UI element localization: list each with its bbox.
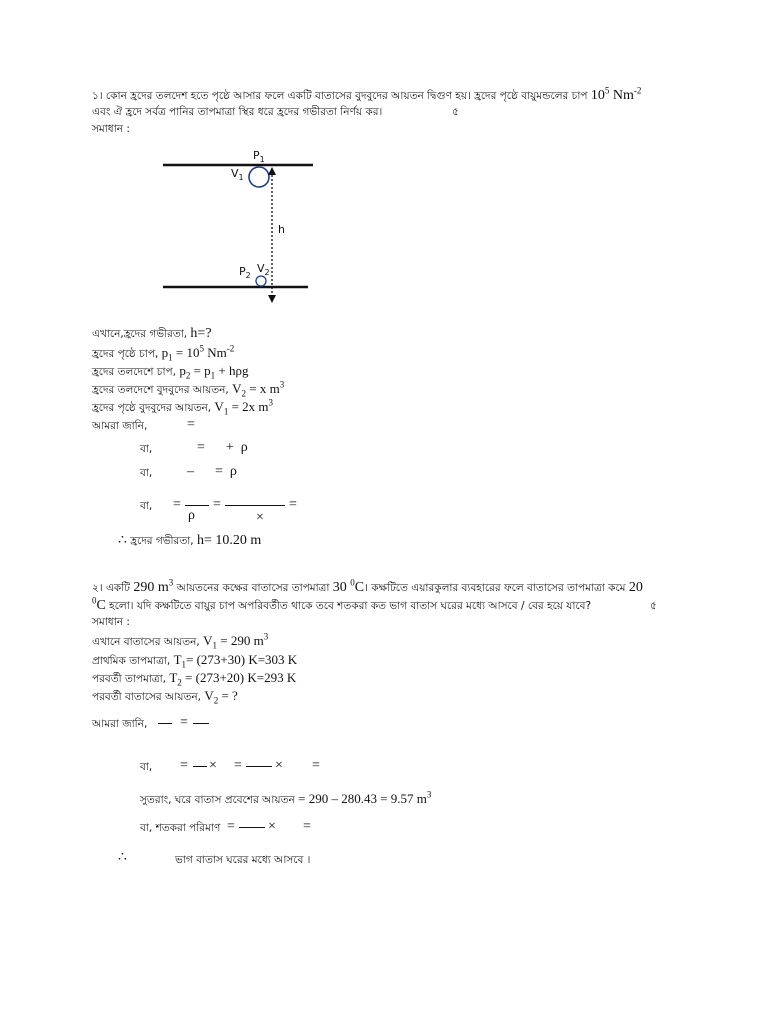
q2-result: সুতরাং, ঘরে বাতাস প্রবেশের আয়তন = 290 – 280.43 = 9.57 $m^3$ <box>140 789 432 806</box>
q1-ba-3: বা, <box>140 500 153 512</box>
q2-we-know-eq: = <box>180 715 188 730</box>
q2-eq-times2: × <box>275 758 283 773</box>
q1-text-line1: কোন হ্রদের তলদেশ হতে পৃষ্ঠে আসার ফলে একটি বাতাসের বুদবুদের আয়তন দ্বিগুণ হয়। হ্রদের পৃষ্ঠে বায়ুমন্ডলের চাপ <box>105 90 588 102</box>
q1-eq3-eq2: = <box>213 497 221 512</box>
label-v2: $V_2$ <box>257 262 270 277</box>
q1-ba-2: বা, <box>140 467 153 479</box>
q2-ba: বা, <box>140 761 153 773</box>
q1-we-know: আমরা জানি, <box>92 420 148 432</box>
q2-given-t1: প্রাথমিক তাপমাত্রা, $T_1= (273+30)$ K=303 K <box>92 652 298 670</box>
label-p2: $P_2$ <box>239 265 251 280</box>
q1-eq3-eq3: = <box>289 497 297 512</box>
depth-arrow-up <box>268 167 276 175</box>
bubble-v2 <box>256 276 266 286</box>
q1-answer: ∴ হ্রদের গভীরতা, h= 10.20 m <box>118 533 262 548</box>
q1-lake-diagram <box>155 145 355 315</box>
q2-given-v1: এখানে বাতাসের আয়তন, $V_1 = 290$ $m^3$ <box>92 631 269 651</box>
q2-given-v2: পরবর্তী বাতাসের আয়তন, $V_2$ = ? <box>92 688 238 706</box>
bubble-v1 <box>249 167 269 187</box>
q2-percent-eq: = <box>227 819 235 834</box>
q2-eq-b: = <box>234 758 242 773</box>
q1-given-v2: হ্রদের তলদেশে বুদবুদের আয়তন, $V_2 = x$ $m^3$ <box>92 379 285 399</box>
q1-ba-1: বা, <box>140 443 153 455</box>
q2-given-t2: পরবর্তী তাপমাত্রা, $T_2 = (273+20)$ K=293 K <box>92 670 297 688</box>
q1-number: ১। <box>92 90 103 102</box>
q1-eq0: = <box>187 417 195 432</box>
q1-given-p2: হ্রদের তলদেশে চাপ, $p_2 = p_1 + h\rho g$ <box>92 363 249 381</box>
q1-eq3-rho: ρ <box>188 508 195 523</box>
label-v1: $V_1$ <box>231 167 244 182</box>
q2-marks: ৫ <box>650 600 657 612</box>
q1-eq3-times: × <box>256 510 264 525</box>
q2-eq-times: × <box>209 758 217 773</box>
q1-frac-line1 <box>185 505 209 506</box>
q2-we-know: আমরা জানি, <box>92 718 148 730</box>
therefore-icon: ∴ <box>118 850 127 865</box>
label-h: h <box>278 223 285 236</box>
q2-percent: বা, শতকরা পরিমাণ <box>140 822 221 834</box>
q2-percent-times: × <box>268 819 276 834</box>
q2-frac-line-e <box>239 827 265 828</box>
q2-frac-line-c <box>193 766 207 767</box>
q2-solution-label: সমাধান : <box>92 616 130 628</box>
q1-given-p1: হ্রদের পৃষ্ঠে চাপ, $p_1 = 10^5$ $Nm^{-2}$ <box>92 343 235 363</box>
q1-eq3-eq1: = <box>173 497 181 512</box>
q1-given-depth: এখানে,হ্রদের গভীরতা, h=? <box>92 326 212 341</box>
q2-statement-line2: $^0$C হলো। যদি কক্ষটিতে বায়ুর চাপ অপরিবর্তীত থাকে তবে শতকরা কত ভাগ বাতাস ঘরের মধ্যে আসবে / বের হয়ে যাবে? <box>92 595 592 613</box>
depth-arrow-down <box>268 295 276 303</box>
q2-frac-line-b <box>193 723 209 724</box>
q2-frac-line-a <box>158 723 172 724</box>
q2-final: ভাগ বাতাস ঘরের মধ্যে আসবে । <box>175 854 311 866</box>
therefore-icon: ∴ <box>118 533 127 548</box>
q1-given-v1: হ্রদের পৃষ্ঠে বুদবুদের আয়তন, $V_1 = 2x$ $m^3$ <box>92 397 274 417</box>
q1-eq2: – = ρ <box>187 464 237 479</box>
q1-statement-line2: এবং ঐ হ্রদে সর্বত্র পানির তাপমাত্রা স্থির ধরে হ্রদের গভীরতা নির্ণয় কর। <box>92 106 383 118</box>
q2-eq-c: = <box>312 758 320 773</box>
label-p1: $P_1$ <box>253 149 265 164</box>
q2-number: ২। <box>92 582 103 594</box>
q1-frac-line2 <box>225 505 285 506</box>
q2-frac-line-d <box>246 766 272 767</box>
q1-eq1: = + ρ <box>197 440 248 455</box>
q2-statement-line1: ২। একটি 290 $m^3$ আয়তনের কক্ষের বাতাসের তাপমাত্রা 30 $^0$C। কক্ষটিতে এয়ারকুলার ব্যবহারের ফলে বাতাসের তাপমাত্রা কমে 20 <box>92 577 643 595</box>
q2-eq-a: = <box>180 758 188 773</box>
q1-pressure: $10^5$ $Nm^{-2}$ <box>590 85 642 103</box>
q1-statement-line1 <box>92 85 642 106</box>
q1-marks: ৫ <box>452 106 459 118</box>
q2-percent-eq2: = <box>303 819 311 834</box>
q1-solution-label: সমাধান : <box>92 123 130 135</box>
